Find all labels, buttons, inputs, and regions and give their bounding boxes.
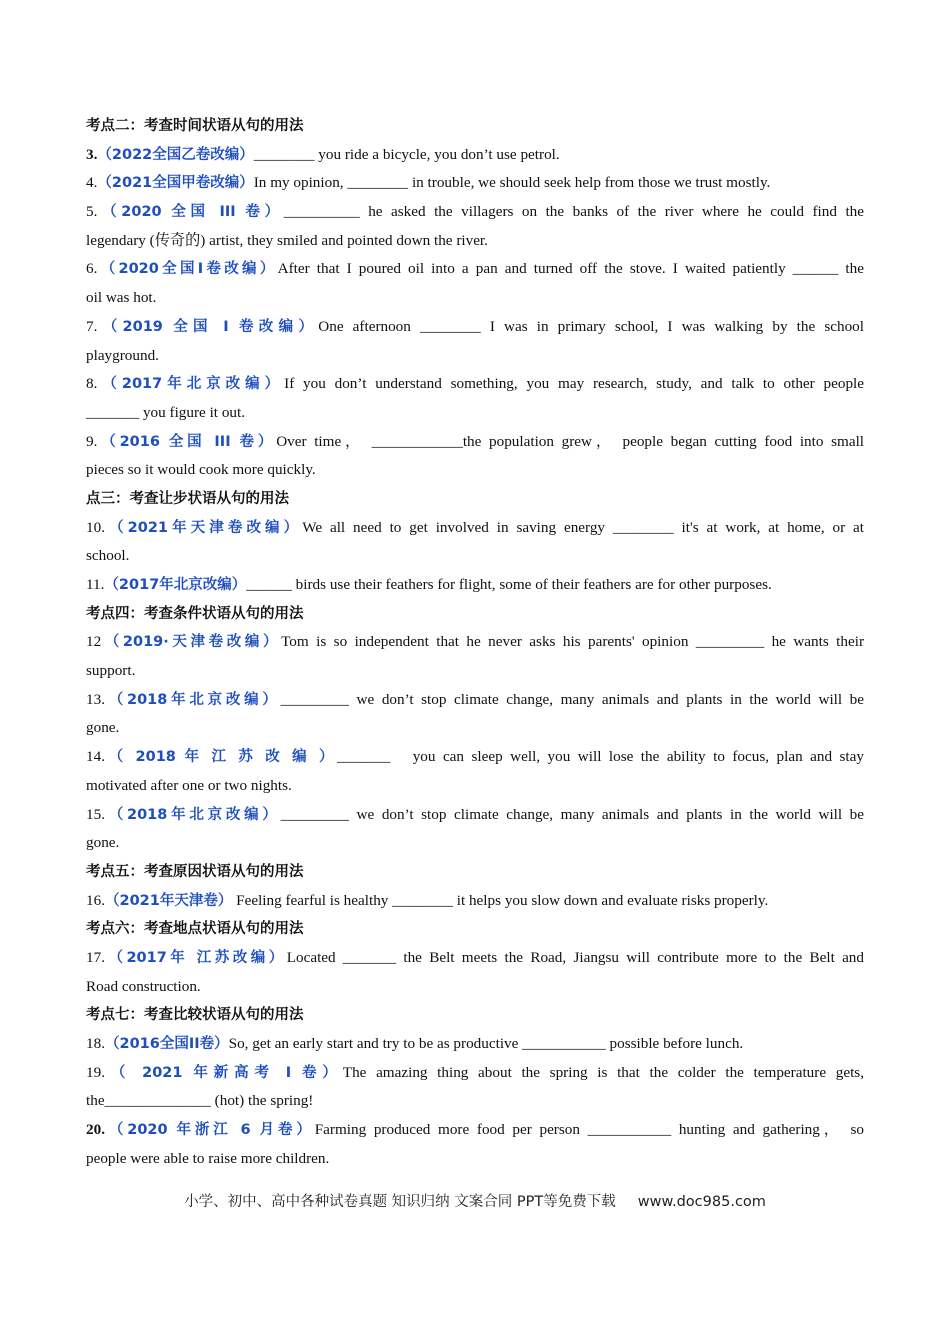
question-text: __________ he asked the villagers on the banks of the river where he could find the <box>283 203 864 221</box>
question-source: （2017年北京改编） <box>104 577 247 593</box>
question-text: gone. <box>86 719 120 737</box>
question-line <box>86 141 864 170</box>
question-text: legendary (传奇的) artist, they smiled and pointed down the river. <box>86 231 488 249</box>
question-number: 4. <box>86 174 98 192</box>
page-footer <box>0 1190 950 1211</box>
continuation-line <box>86 342 864 371</box>
continuation-line <box>86 973 864 1002</box>
question-number: 9. <box>86 432 98 450</box>
question-text: oil was hot. <box>86 289 157 307</box>
section-heading: 考点七：考查比较状语从句的用法 <box>86 1007 304 1024</box>
question-line <box>86 944 864 973</box>
question-source: （2016 全国 III 卷） <box>97 433 277 450</box>
continuation-line <box>86 456 864 485</box>
continuation-line <box>86 714 864 743</box>
question-text: gone. <box>86 834 120 852</box>
question-number: 16. <box>86 891 105 909</box>
question-line <box>86 1059 864 1088</box>
question-source: （2018年北京改编） <box>104 806 281 823</box>
document-body <box>86 112 864 1173</box>
question-line <box>86 743 864 772</box>
question-source: （ 2018 年 江 苏 改 编 ） <box>104 749 338 766</box>
question-text: So, get an early start and try to be as productive ___________ possible before lunch. <box>228 1035 744 1052</box>
question-number: 6. <box>86 260 98 278</box>
question-number: 20. <box>86 1121 105 1139</box>
question-text: _________ we don’t stop climate change, many animals and plants in the world will be <box>280 805 864 823</box>
footer-website: www.doc985.com <box>637 1194 766 1210</box>
question-line <box>86 571 864 600</box>
question-source: （2020全国I卷改编） <box>97 261 278 278</box>
question-line <box>86 628 864 657</box>
question-text: the______________ (hot) the spring! <box>86 1092 314 1110</box>
question-source: （2021年天津卷） <box>104 892 233 909</box>
question-number: 10. <box>86 518 105 536</box>
question-number: 14. <box>86 748 105 766</box>
section-heading: 考点五：考查原因状语从句的用法 <box>86 863 304 880</box>
question-line <box>86 887 864 916</box>
question-number: 3. <box>86 145 98 163</box>
question-number: 18. <box>86 1035 105 1052</box>
section-heading: 考点二：考查时间状语从句的用法 <box>86 118 304 134</box>
question-line <box>86 370 864 399</box>
question-text: _______ you figure it out. <box>86 403 246 421</box>
question-line <box>86 428 864 457</box>
question-source: （2021年天津卷改编） <box>104 519 303 536</box>
question-line <box>86 1116 864 1145</box>
question-line <box>86 1030 864 1059</box>
continuation-line <box>86 1145 864 1174</box>
question-number: 17. <box>86 948 105 966</box>
continuation-line <box>86 399 864 428</box>
question-text: ______ birds use their feathers for flight, some of their feathers are for other purposes. <box>246 576 772 593</box>
question-source: （2017年 江苏改编） <box>104 949 287 966</box>
question-text: _________ we don’t stop climate change, many animals and plants in the world will be <box>280 690 864 708</box>
section-heading: 考点六：考查地点状语从句的用法 <box>86 921 304 938</box>
question-number: 13. <box>86 690 105 708</box>
footer-text: 小学、初中、高中各种试卷真题 知识归纳 文案合同 PPT等免费下载 <box>184 1194 616 1210</box>
continuation-line <box>86 829 864 858</box>
question-text: If you don’t understand something, you may research, study, and talk to other people <box>284 375 864 393</box>
question-source: （ 2021 年新高考 I 卷） <box>104 1064 343 1081</box>
question-number: 5. <box>86 203 98 221</box>
question-number: 11. <box>86 576 105 593</box>
question-text: Road construction. <box>86 977 201 995</box>
question-source: （2019 全国 I 卷改编） <box>97 318 319 335</box>
continuation-line <box>86 1087 864 1116</box>
question-text: motivated after one or two nights. <box>86 776 292 794</box>
question-source: （2021全国甲卷改编） <box>97 175 254 192</box>
question-source: （2020 全国 III 卷） <box>97 204 284 221</box>
question-line <box>86 198 864 227</box>
question-line <box>86 801 864 830</box>
question-text: The amazing thing about the spring is that the colder the temperature gets, <box>342 1063 864 1081</box>
question-source: （2022全国乙卷改编） <box>97 146 254 163</box>
question-text: playground. <box>86 346 159 364</box>
question-text: Located _______ the Belt meets the Road, Jiangsu will contribute more to the Belt and <box>286 948 864 966</box>
question-number: 12 <box>86 633 102 651</box>
question-source: （2017年北京改编） <box>97 376 285 393</box>
question-text: One afternoon ________ I was in primary school, I was walking by the school <box>318 317 864 335</box>
question-text: Feeling fearful is healthy ________ it helps you slow down and evaluate risks properly. <box>232 891 769 909</box>
question-text: After that I poured oil into a pan and turned off the stove. I waited patiently ______ the <box>277 260 864 278</box>
question-line <box>86 255 864 284</box>
question-line <box>86 313 864 342</box>
question-text: support. <box>86 662 136 680</box>
question-text: people were able to raise more children. <box>86 1149 330 1167</box>
question-number: 15. <box>86 805 105 823</box>
question-text: We all need to get involved in saving energy ________ it's at work, at home, or at <box>302 518 864 536</box>
continuation-line <box>86 227 864 256</box>
question-text: Farming produced more food per person ___________ hunting and gathering， so <box>314 1121 864 1139</box>
question-source: （2020 年浙江 6 月卷） <box>104 1122 315 1139</box>
question-text: Over time， ____________the population grew， people began cutting food into small <box>276 432 864 450</box>
question-source: （2018年北京改编） <box>104 691 281 708</box>
question-number: 7. <box>86 317 98 335</box>
continuation-line <box>86 772 864 801</box>
question-text: _______ you can sleep well, you will lose the ability to focus, plan and stay <box>337 748 864 766</box>
question-source: （2016全国II卷） <box>104 1036 229 1052</box>
question-text: ________ you ride a bicycle, you don’t use petrol. <box>253 145 560 163</box>
continuation-line <box>86 542 864 571</box>
section-heading: 点三：考查让步状语从句的用法 <box>86 490 289 507</box>
continuation-line <box>86 657 864 686</box>
question-text: In my opinion, ________ in trouble, we should seek help from those we trust mostly. <box>253 174 771 192</box>
question-line <box>86 686 864 715</box>
question-line <box>86 169 864 198</box>
continuation-line <box>86 284 864 313</box>
question-number: 8. <box>86 375 98 393</box>
question-line <box>86 514 864 543</box>
question-text: Tom is so independent that he never asks his parents' opinion _________ he wants their <box>281 633 864 651</box>
question-number: 19. <box>86 1063 105 1081</box>
question-source: （2019·天津卷改编） <box>101 634 282 651</box>
question-text: pieces so it would cook more quickly. <box>86 461 316 479</box>
section-heading: 考点四：考查条件状语从句的用法 <box>86 605 304 622</box>
question-text: school. <box>86 547 130 565</box>
